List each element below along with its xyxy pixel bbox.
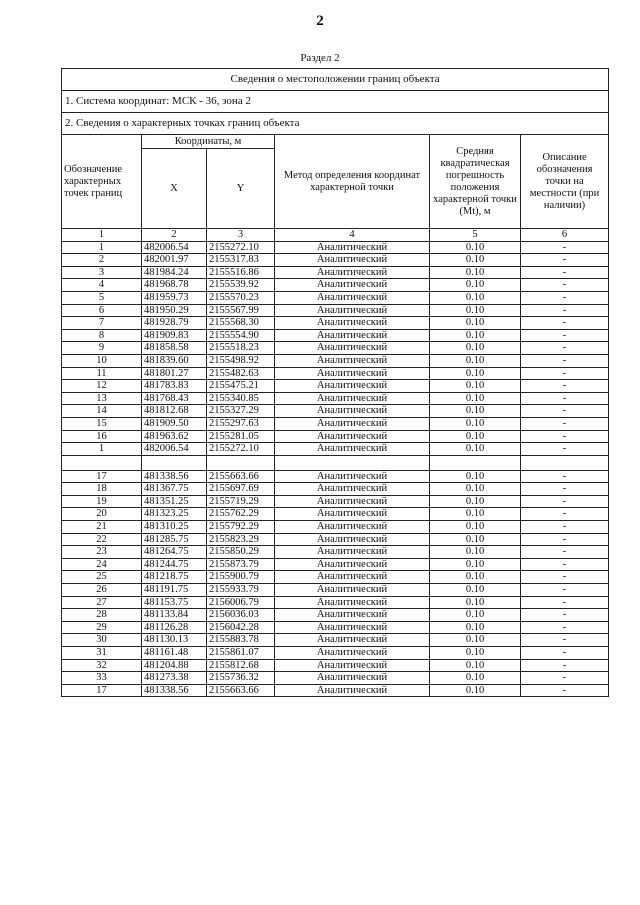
point-number-cell: 29 <box>62 621 142 634</box>
column-number: 3 <box>207 229 275 242</box>
description-cell: - <box>521 672 609 685</box>
coord-y-cell: 2155900.79 <box>207 571 275 584</box>
error-value-cell: 0.10 <box>430 380 521 393</box>
table-row <box>62 430 609 443</box>
coord-x-cell: 481909.83 <box>142 329 207 342</box>
column-number: 1 <box>62 229 142 242</box>
description-cell: - <box>521 621 609 634</box>
method-cell: Аналитический <box>275 558 430 571</box>
coord-x-cell: 481310.25 <box>142 521 207 534</box>
method-cell: Аналитический <box>275 254 430 267</box>
coord-y-cell: 2155792.29 <box>207 521 275 534</box>
method-cell: Аналитический <box>275 508 430 521</box>
table-row <box>62 571 609 584</box>
method-cell: Аналитический <box>275 684 430 697</box>
coord-y-cell: 2155281.05 <box>207 430 275 443</box>
table-row <box>62 558 609 571</box>
coord-x-cell: 481218.75 <box>142 571 207 584</box>
coord-y-cell: 2155567.99 <box>207 304 275 317</box>
table-row <box>62 291 609 304</box>
description-cell: - <box>521 392 609 405</box>
table-row <box>62 596 609 609</box>
error-value-cell: 0.10 <box>430 546 521 559</box>
method-cell: Аналитический <box>275 342 430 355</box>
coord-x-cell: 481984.24 <box>142 266 207 279</box>
method-cell: Аналитический <box>275 405 430 418</box>
description-cell: - <box>521 254 609 267</box>
description-cell: - <box>521 405 609 418</box>
description-cell: - <box>521 495 609 508</box>
method-cell: Аналитический <box>275 392 430 405</box>
error-value-cell: 0.10 <box>430 647 521 660</box>
point-number-cell: 1 <box>62 443 142 456</box>
coord-y-cell: 2155762.29 <box>207 508 275 521</box>
coord-y-cell: 2155518.23 <box>207 342 275 355</box>
error-value-cell: 0.10 <box>430 417 521 430</box>
coord-x-cell: 481126.28 <box>142 621 207 634</box>
empty-cell <box>142 455 207 470</box>
coord-x-cell: 481968.78 <box>142 279 207 292</box>
point-number-cell: 31 <box>62 647 142 660</box>
table-row <box>62 342 609 355</box>
point-number-cell: 8 <box>62 329 142 342</box>
method-cell: Аналитический <box>275 672 430 685</box>
method-cell: Аналитический <box>275 634 430 647</box>
empty-cell <box>521 455 609 470</box>
coord-y-cell: 2155297.63 <box>207 417 275 430</box>
table-row <box>62 470 609 483</box>
coord-y-cell: 2155317.83 <box>207 254 275 267</box>
table-row <box>62 546 609 559</box>
description-cell: - <box>521 508 609 521</box>
description-cell: - <box>521 304 609 317</box>
point-number-cell: 19 <box>62 495 142 508</box>
column-number: 5 <box>430 229 521 242</box>
separator-row <box>62 455 609 470</box>
coord-x-cell: 481858.58 <box>142 342 207 355</box>
coord-x-cell: 481338.56 <box>142 684 207 697</box>
coord-y-cell: 2155340.85 <box>207 392 275 405</box>
coord-x-cell: 481351.25 <box>142 495 207 508</box>
method-cell: Аналитический <box>275 354 430 367</box>
table-row <box>62 672 609 685</box>
coord-x-cell: 481130.13 <box>142 634 207 647</box>
coord-x-cell: 482001.97 <box>142 254 207 267</box>
method-cell: Аналитический <box>275 584 430 597</box>
error-value-cell: 0.10 <box>430 443 521 456</box>
header-coordinates: Координаты, м <box>142 135 275 149</box>
coord-y-cell: 2155861.07 <box>207 647 275 660</box>
coord-x-cell: 481909.50 <box>142 417 207 430</box>
method-cell: Аналитический <box>275 367 430 380</box>
coord-y-cell: 2155736.32 <box>207 672 275 685</box>
method-cell: Аналитический <box>275 443 430 456</box>
table-row <box>62 621 609 634</box>
table-row <box>62 329 609 342</box>
method-cell: Аналитический <box>275 279 430 292</box>
header-error: Средняя квадратическая погрешность положения характерной точки (Mt), м <box>430 135 521 229</box>
description-cell: - <box>521 241 609 254</box>
coord-x-cell: 481801.27 <box>142 367 207 380</box>
coord-x-cell: 481191.75 <box>142 584 207 597</box>
coord-system-line: 1. Система координат: МСК - 36, зона 2 <box>62 91 609 113</box>
error-value-cell: 0.10 <box>430 392 521 405</box>
description-cell: - <box>521 647 609 660</box>
error-value-cell: 0.10 <box>430 266 521 279</box>
coord-y-cell: 2155539.92 <box>207 279 275 292</box>
coord-y-cell: 2155812.68 <box>207 659 275 672</box>
point-number-cell: 9 <box>62 342 142 355</box>
coord-y-cell: 2155498.92 <box>207 354 275 367</box>
error-value-cell: 0.10 <box>430 342 521 355</box>
coord-x-cell: 481367.75 <box>142 483 207 496</box>
error-value-cell: 0.10 <box>430 241 521 254</box>
coord-x-cell: 481244.75 <box>142 558 207 571</box>
point-number-cell: 11 <box>62 367 142 380</box>
method-cell: Аналитический <box>275 659 430 672</box>
coord-y-cell: 2156006.79 <box>207 596 275 609</box>
method-cell: Аналитический <box>275 380 430 393</box>
column-number: 6 <box>521 229 609 242</box>
table-row <box>62 609 609 622</box>
coord-y-cell: 2155570.23 <box>207 291 275 304</box>
header-description: Описание обозначения точки на местности (при наличии) <box>521 135 609 229</box>
description-cell: - <box>521 279 609 292</box>
error-value-cell: 0.10 <box>430 571 521 584</box>
point-number-cell: 26 <box>62 584 142 597</box>
description-cell: - <box>521 659 609 672</box>
coord-y-cell: 2156036.03 <box>207 609 275 622</box>
error-value-cell: 0.10 <box>430 279 521 292</box>
error-value-cell: 0.10 <box>430 521 521 534</box>
point-number-cell: 24 <box>62 558 142 571</box>
method-cell: Аналитический <box>275 266 430 279</box>
column-number: 4 <box>275 229 430 242</box>
coord-y-cell: 2155883.78 <box>207 634 275 647</box>
error-value-cell: 0.10 <box>430 317 521 330</box>
error-value-cell: 0.10 <box>430 609 521 622</box>
error-value-cell: 0.10 <box>430 354 521 367</box>
description-cell: - <box>521 291 609 304</box>
table-row <box>62 483 609 496</box>
description-cell: - <box>521 684 609 697</box>
method-cell: Аналитический <box>275 304 430 317</box>
point-number-cell: 2 <box>62 254 142 267</box>
error-value-cell: 0.10 <box>430 508 521 521</box>
table-row <box>62 659 609 672</box>
coord-x-cell: 481323.25 <box>142 508 207 521</box>
coord-y-cell: 2155663.66 <box>207 684 275 697</box>
coord-x-cell: 481928.79 <box>142 317 207 330</box>
coord-x-cell: 481812.68 <box>142 405 207 418</box>
coord-y-cell: 2155873.79 <box>207 558 275 571</box>
point-number-cell: 16 <box>62 430 142 443</box>
empty-cell <box>207 455 275 470</box>
coord-x-cell: 481285.75 <box>142 533 207 546</box>
table-row <box>62 533 609 546</box>
error-value-cell: 0.10 <box>430 684 521 697</box>
method-cell: Аналитический <box>275 571 430 584</box>
coord-x-cell: 481338.56 <box>142 470 207 483</box>
table-row <box>62 647 609 660</box>
point-number-cell: 12 <box>62 380 142 393</box>
coord-y-cell: 2155272.10 <box>207 443 275 456</box>
description-cell: - <box>521 417 609 430</box>
point-number-cell: 33 <box>62 672 142 685</box>
error-value-cell: 0.10 <box>430 659 521 672</box>
method-cell: Аналитический <box>275 495 430 508</box>
method-cell: Аналитический <box>275 241 430 254</box>
point-number-cell: 27 <box>62 596 142 609</box>
error-value-cell: 0.10 <box>430 558 521 571</box>
coord-y-cell: 2155482.63 <box>207 367 275 380</box>
description-cell: - <box>521 317 609 330</box>
method-cell: Аналитический <box>275 546 430 559</box>
column-numbers-row <box>62 229 609 242</box>
coord-y-cell: 2155475.21 <box>207 380 275 393</box>
point-number-cell: 17 <box>62 684 142 697</box>
coord-x-cell: 481950.29 <box>142 304 207 317</box>
description-cell: - <box>521 367 609 380</box>
error-value-cell: 0.10 <box>430 405 521 418</box>
error-value-cell: 0.10 <box>430 254 521 267</box>
error-value-cell: 0.10 <box>430 584 521 597</box>
description-cell: - <box>521 634 609 647</box>
point-number-cell: 17 <box>62 470 142 483</box>
column-number: 2 <box>142 229 207 242</box>
coord-x-cell: 481768.43 <box>142 392 207 405</box>
table-row <box>62 241 609 254</box>
method-cell: Аналитический <box>275 621 430 634</box>
description-cell: - <box>521 266 609 279</box>
error-value-cell: 0.10 <box>430 596 521 609</box>
description-cell: - <box>521 443 609 456</box>
method-cell: Аналитический <box>275 533 430 546</box>
empty-cell <box>430 455 521 470</box>
method-cell: Аналитический <box>275 317 430 330</box>
coord-x-cell: 482006.54 <box>142 443 207 456</box>
table-row <box>62 634 609 647</box>
coord-x-cell: 482006.54 <box>142 241 207 254</box>
error-value-cell: 0.10 <box>430 329 521 342</box>
coord-x-cell: 481133.84 <box>142 609 207 622</box>
coord-y-cell: 2155272.10 <box>207 241 275 254</box>
table-row <box>62 254 609 267</box>
description-cell: - <box>521 584 609 597</box>
table-row <box>62 380 609 393</box>
point-number-cell: 3 <box>62 266 142 279</box>
point-number-cell: 1 <box>62 241 142 254</box>
points-section-line: 2. Сведения о характерных точках границ объекта <box>62 113 609 135</box>
coord-x-cell: 481839.60 <box>142 354 207 367</box>
coord-x-cell: 481153.75 <box>142 596 207 609</box>
method-cell: Аналитический <box>275 596 430 609</box>
description-cell: - <box>521 521 609 534</box>
error-value-cell: 0.10 <box>430 291 521 304</box>
error-value-cell: 0.10 <box>430 483 521 496</box>
point-number-cell: 25 <box>62 571 142 584</box>
description-cell: - <box>521 470 609 483</box>
method-cell: Аналитический <box>275 609 430 622</box>
table-row <box>62 495 609 508</box>
coord-y-cell: 2155850.29 <box>207 546 275 559</box>
error-value-cell: 0.10 <box>430 470 521 483</box>
method-cell: Аналитический <box>275 521 430 534</box>
table-row <box>62 354 609 367</box>
point-number-cell: 18 <box>62 483 142 496</box>
point-number-cell: 14 <box>62 405 142 418</box>
coord-y-cell: 2155663.66 <box>207 470 275 483</box>
table-row <box>62 392 609 405</box>
method-cell: Аналитический <box>275 470 430 483</box>
error-value-cell: 0.10 <box>430 634 521 647</box>
coord-y-cell: 2155568.30 <box>207 317 275 330</box>
description-cell: - <box>521 609 609 622</box>
header-x: X <box>142 149 207 229</box>
coord-x-cell: 481963.62 <box>142 430 207 443</box>
error-value-cell: 0.10 <box>430 672 521 685</box>
point-number-cell: 5 <box>62 291 142 304</box>
coord-y-cell: 2155719.29 <box>207 495 275 508</box>
table-row <box>62 508 609 521</box>
point-number-cell: 7 <box>62 317 142 330</box>
point-number-cell: 4 <box>62 279 142 292</box>
coord-y-cell: 2155554.90 <box>207 329 275 342</box>
description-cell: - <box>521 342 609 355</box>
point-number-cell: 23 <box>62 546 142 559</box>
table-row <box>62 684 609 697</box>
method-cell: Аналитический <box>275 647 430 660</box>
description-cell: - <box>521 546 609 559</box>
table-title: Сведения о местоположении границ объекта <box>62 69 609 91</box>
description-cell: - <box>521 571 609 584</box>
table-row <box>62 304 609 317</box>
header-y: Y <box>207 149 275 229</box>
coord-x-cell: 481204.88 <box>142 659 207 672</box>
point-number-cell: 22 <box>62 533 142 546</box>
point-number-cell: 6 <box>62 304 142 317</box>
empty-cell <box>275 455 430 470</box>
description-cell: - <box>521 354 609 367</box>
header-method: Метод определения координат характерной точки <box>275 135 430 229</box>
point-number-cell: 28 <box>62 609 142 622</box>
coord-y-cell: 2155697.69 <box>207 483 275 496</box>
description-cell: - <box>521 430 609 443</box>
description-cell: - <box>521 596 609 609</box>
error-value-cell: 0.10 <box>430 367 521 380</box>
coord-y-cell: 2156042.28 <box>207 621 275 634</box>
coord-y-cell: 2155823.29 <box>207 533 275 546</box>
boundary-points-table <box>61 68 609 697</box>
empty-cell <box>62 455 142 470</box>
coord-x-cell: 481264.75 <box>142 546 207 559</box>
table-row <box>62 405 609 418</box>
header-designation: Обозначение характерных точек границ <box>62 135 142 229</box>
table-row <box>62 443 609 456</box>
table-row <box>62 317 609 330</box>
section-label: Раздел 2 <box>300 52 340 64</box>
point-number-cell: 21 <box>62 521 142 534</box>
coord-y-cell: 2155516.86 <box>207 266 275 279</box>
point-number-cell: 15 <box>62 417 142 430</box>
table-row <box>62 584 609 597</box>
description-cell: - <box>521 558 609 571</box>
coord-x-cell: 481273.38 <box>142 672 207 685</box>
point-number-cell: 13 <box>62 392 142 405</box>
error-value-cell: 0.10 <box>430 621 521 634</box>
coord-x-cell: 481161.48 <box>142 647 207 660</box>
error-value-cell: 0.10 <box>430 430 521 443</box>
page-number: 2 <box>316 13 324 29</box>
coord-x-cell: 481959.73 <box>142 291 207 304</box>
method-cell: Аналитический <box>275 483 430 496</box>
table-row <box>62 266 609 279</box>
error-value-cell: 0.10 <box>430 533 521 546</box>
point-number-cell: 32 <box>62 659 142 672</box>
coord-x-cell: 481783.83 <box>142 380 207 393</box>
point-number-cell: 10 <box>62 354 142 367</box>
error-value-cell: 0.10 <box>430 495 521 508</box>
point-number-cell: 20 <box>62 508 142 521</box>
table-row <box>62 417 609 430</box>
table-row <box>62 521 609 534</box>
table-row <box>62 279 609 292</box>
point-number-cell: 30 <box>62 634 142 647</box>
method-cell: Аналитический <box>275 291 430 304</box>
description-cell: - <box>521 533 609 546</box>
description-cell: - <box>521 380 609 393</box>
coord-y-cell: 2155327.29 <box>207 405 275 418</box>
table-row <box>62 367 609 380</box>
coord-y-cell: 2155933.79 <box>207 584 275 597</box>
description-cell: - <box>521 483 609 496</box>
method-cell: Аналитический <box>275 417 430 430</box>
method-cell: Аналитический <box>275 430 430 443</box>
error-value-cell: 0.10 <box>430 304 521 317</box>
method-cell: Аналитический <box>275 329 430 342</box>
description-cell: - <box>521 329 609 342</box>
